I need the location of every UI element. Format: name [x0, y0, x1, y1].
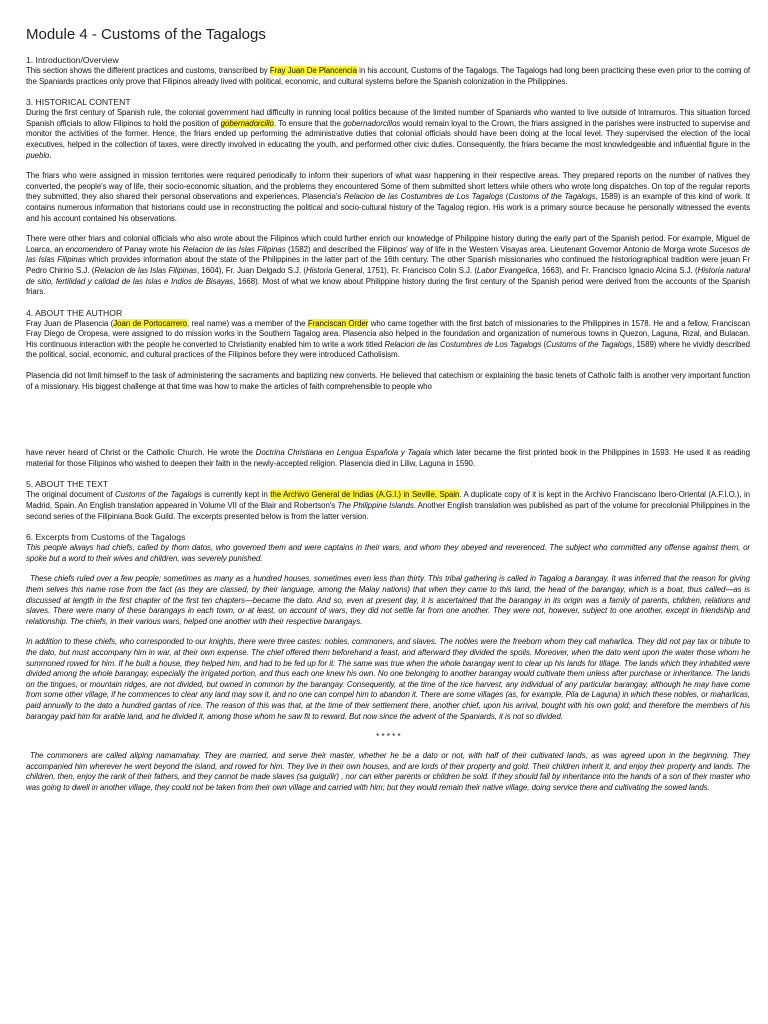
italic-term: pueblo [26, 150, 50, 160]
text-run: This section shows the different practices and customs, transcribed by [26, 66, 270, 75]
italic-title: Customs of the Tagalogs [546, 339, 633, 349]
text-run: ( [503, 192, 509, 202]
text-run: There were other friars and colonial officials who also wrote about the Filipinos which could further enrich our knowledge of Philippine history during the early part of the Spanish period. For example, Miguel de Loarca, an [26, 234, 750, 254]
italic-title: Relacion de las Islas Filipinas [182, 244, 286, 254]
italic-title: Customs of the Tagalogs [508, 192, 596, 202]
section-divider-stars: * * * * * [375, 732, 401, 742]
document-page [26, 26, 750, 804]
text-run: which provides information about the state of the Philippines in the latter part of the 16th century. The other Spanish missionaries who continued the historiographical tradition were jeuan Fr Pedro Chirino S.J. ( [26, 255, 750, 275]
italic-title: Relacion de las Costumbres de Los Tagalogs [343, 192, 504, 202]
highlight-author-name: Fray Juan De Plancencia [269, 66, 357, 75]
italic-title: Relacion de las Costumbres de Los Tagalogs [384, 339, 542, 349]
text-run: The friars who were assigned in mission territories were required periodically to inform their superiors of what wasr happening in their respective areas. They prepared reports on the number of natives they converted, the people's way of life, their socio-economic situation, and the problems they encountered Some of them submitted short letters while others who wrote long dispatches. On top of the regular reports they submitted, they also shared their personal observations and experiences. Plasencia's [26, 171, 750, 202]
italic-title: Relacion de las Islas Filipinas [94, 265, 197, 275]
excerpt-paragraph-2: These chiefs ruled over a few people; sometimes as many as a hundred houses, sometimes even less than thirty. This tribal gathering is called in Tagalog a barangay. It was inferred that the reason for giving them selves this name rose from the fact (as they are classed, by their language, among the Malay nations) that when they came to this land, the head of the barangay, which is a boat, thus called—as is discussed at length in the first chapter of the first ten chapters—became the dato. And so, even at present day, it is ascertained that the barangay in its origin was a family of parents, children, relations and slaves. There were many of these barangays in each town, or at least, on account of wars, they did not settle far from one another. They were not, however, subject to one another, except in friendship and relationship. The chiefs, in their various wars, helped one another with their respective barangays. [26, 574, 750, 626]
text-run: , 1663), and Fr. Francisco Ignacio Alcina S.J. ( [537, 265, 698, 275]
paragraph-historical-1 [26, 108, 750, 161]
paragraph-author-2: Plasencia did not limit himself to the task of administering the sacraments and baptizing new converts. He believed that catechism or explaining the basic tenets of Catholic faith is another very important function of a missionary. His biggest challenge at that time was how to make the articles of faith comprehensible to people who [26, 371, 750, 391]
highlight-franciscan-order: Franciscan Order [307, 318, 369, 328]
text-run: Fray Juan de Plasencia ( [26, 318, 114, 328]
italic-title: Historia natural de sitio, fertilidad y calidad de las Islas e Indios de Bisayas [26, 265, 750, 286]
section-heading-historical-content: 3. HISTORICAL CONTENT [26, 97, 131, 108]
italic-title: Doctrina Christiana en Lengua Española y Tagala [255, 448, 431, 458]
text-run: is currently kept in [201, 490, 271, 500]
page-title: Module 4 - Customs of the Tagalogs [26, 26, 266, 43]
text-run: (1582) and described the Filipinos' way of life in the Western Visayas area. Lieutenant Governor Antonio de Morga wrote [285, 244, 710, 254]
excerpt-paragraph-4: The commoners are called aliping namamahay. They are married, and serve their master, whether he be a dato or not, with half of their cultivated lands, as was agreed upon in the beginning. They accompanied him wherever he went beyond the island, and rowed for him. They live in their own houses, and are lords of their property and gold. Their children inherit it, and enjoy their property and lands. The children, then, enjoy the rank of their fathers, and they cannot be made slaves (sa guiguilir) , nor can either parents or children be sold. If they should fall by inheritance into the hands of a son of their master who was going to dwell in another village, they could not be taken from their own village and carried with him; but they would remain their native village, doing service there and cultivating the sowed lands. [26, 751, 750, 792]
text-run: . To ensure that the [273, 118, 344, 128]
section-heading-introduction: 1. Introduction/Overview [26, 55, 119, 65]
highlight-gobernadorcillo: gobernadorcillo [220, 118, 274, 128]
text-run: , real name) was a member of the [186, 318, 308, 328]
text-run: in his account, Customs of the Tagalogs. The Tagalogs had long been practicing these even prior to the coming of the Spaniards practices only prove that Filipinos already lived with political, economic, and cultural systems before the Spanish colonization in the Philippines. [26, 66, 750, 86]
text-run: ( [541, 339, 547, 349]
paragraph-historical-3 [26, 234, 750, 298]
text-run: . Another English translation was published as part of the volume for precolonial Philippines in the second series of the Filipiniana Book Guild. The excerpts presented below is from the latter version. [26, 501, 750, 521]
text-run: , 1589) is an example of this kind of work. It contains numerous information that historians could use in reconstructing the political and socio-cultural history of the Tagalog region. His work is a primary source because he personally witnessed the events and his account contained his observations. [26, 192, 751, 223]
paragraph-historical-2 [26, 171, 750, 224]
text-run: would remain loyal to the Crown, the friars assigned in the parishes were instructed to supervise and monitor the activities of the former. Hence, the friars ended up performing the administrative duties that colonial officials should have been doing at the local level. They supervised the election of the local executives, helped in the collection of taxes, were directly involved in educating the youth, and performed other civic duties. Consequently, the friars became the most knowledgeable and influential figure in the [26, 118, 750, 149]
italic-title: Sucesos de las Islas Filipinas [26, 244, 750, 265]
text-run: . A duplicate copy of it is kept in the Archivo Franciscano Ibero-Oriental (A.F.I.O.), in Madrid, Spain. An English translation appeared in Volume VII of the Blair and Robertson's [26, 490, 751, 511]
paragraph-author-1 [26, 319, 750, 361]
text-run: During the first century of Spanish rule, the colonial government had difficulty in running local politics because of the limited number of Spaniards who wanted to live outside of Intramuros. This situation forced Spanish officials to allow Filipinos to hold the position of [26, 108, 750, 128]
text-run: have never heard of Christ or the Catholic Church. He wrote the [26, 448, 256, 458]
text-run: which later became the first printed book in the Philippines in 1593. He used it as reading material for those Filipinos who wished to deepen their faith in the newly-accepted religion. Plasencia died in Liliw, Laguna in 1590. [26, 448, 750, 468]
section-heading-about-author: 4. ABOUT THE AUTHOR [26, 307, 123, 318]
text-run: , 1604), Fr. Juan Delgado S.J. ( [196, 265, 306, 275]
excerpt-paragraph-3: In addition to these chiefs, who corresponded to our knights, there were three castes: nobles, commoners, and slaves. The nobles were the freeborn whom they call maharlica. They did not pay tax or tribute to the dato, but must accompany him in war, at their own expense. The chief offered them beforehand a feast, and afterward they divided the spoils. Moreover, when the dato went upon the water those whom he summoned rowed for him. If he built a house, they helped him, and had to be fed up for it. The same was true when the whole barangay went to clear up his lands for tillage. The lands which they inhabited were divided among the whole barangay, especially the irrigated portion, and thus each one knew his own. No one belonging to another barangay would cultivate them unless after purchase or inheritance. The lands on the tingues, or mountain ridges, are not divided, but owned in common by the barangay. Consequently, at the time of the rice harvest, any individual of any particular barangay, although he may have come from some other village, if he commences to clear any land may sow it, and no one can compel him to abandon it. There are some villages (as, for example, Pila de Laguna) in which these nobles, or maharlicas, paid annually to the dato a hundred gantas of rice. The reason of this was that, at the time of their settlement there, another chief, upon his arrival, bought with his own gold; and therefore the members of his barangay paid him for arable land, and he divided it, among those whom he saw fit to reward. But now since the advent of the Spaniards, it is not so divided. [26, 637, 750, 721]
italic-title: Historia [305, 265, 333, 275]
italic-title: Customs of the Tagalogs [115, 490, 202, 500]
page-gap [26, 392, 750, 448]
paragraph-about-text [26, 490, 750, 522]
section-heading-about-text: 5. ABOUT THE TEXT [26, 479, 109, 490]
highlight-archive-location: the Archivo General de Indias (A.G.I.) in Seville, Spain [270, 490, 460, 500]
text-run: , 1668). Most of what we know about Philippine history during the first century of the Spanish period were derived from the accounts of the Spanish friars. [26, 276, 750, 297]
paragraph-introduction [26, 66, 750, 87]
section-heading-excerpts: 6. Excerpts from Customs of the Tagalogs [26, 532, 186, 543]
text-run: who came together with the first batch of missionaries to the Philippines in 1578. He and a fellow, Franciscan Fray Diego de Oropesa, were assigned to do mission works in the Southern Tagalog area. Plasencia also helped in the foundation and organization of numerous towns in Quezon, Laguna, Rizal, and Bulacan. His continuous interaction with the people he converted to Christianity enabled him to write a work titled [26, 318, 750, 349]
text-run: The original document of [26, 490, 116, 500]
text-run: of Panay wrote his [113, 244, 183, 254]
italic-term: encomendero [65, 244, 114, 254]
italic-title: The Philippine Islands [337, 501, 414, 511]
excerpt-paragraph-1: This people always had chiefs, called by thom datos, who governed them and were captains in their wars, and whom they obeyed and reverenced. The subject who committed any offense against them, or spoke but a word to their wives and children, was severely punished. [26, 543, 750, 563]
highlight-real-name: Joan de Portocarrero [113, 318, 187, 328]
text-run: . [49, 150, 52, 160]
italic-title: Labor Evangelica [476, 265, 538, 275]
paragraph-author-3 [26, 448, 750, 469]
text-run: , 1589) where he vividly described the political, social, economic, and cultural practices of the Filipinos before they were introduced Catholisism. [26, 339, 751, 360]
text-run: General, 1751), Fr. Francisco Colin S.J. ( [332, 265, 477, 275]
italic-term: gobernadorcillos [343, 118, 401, 128]
